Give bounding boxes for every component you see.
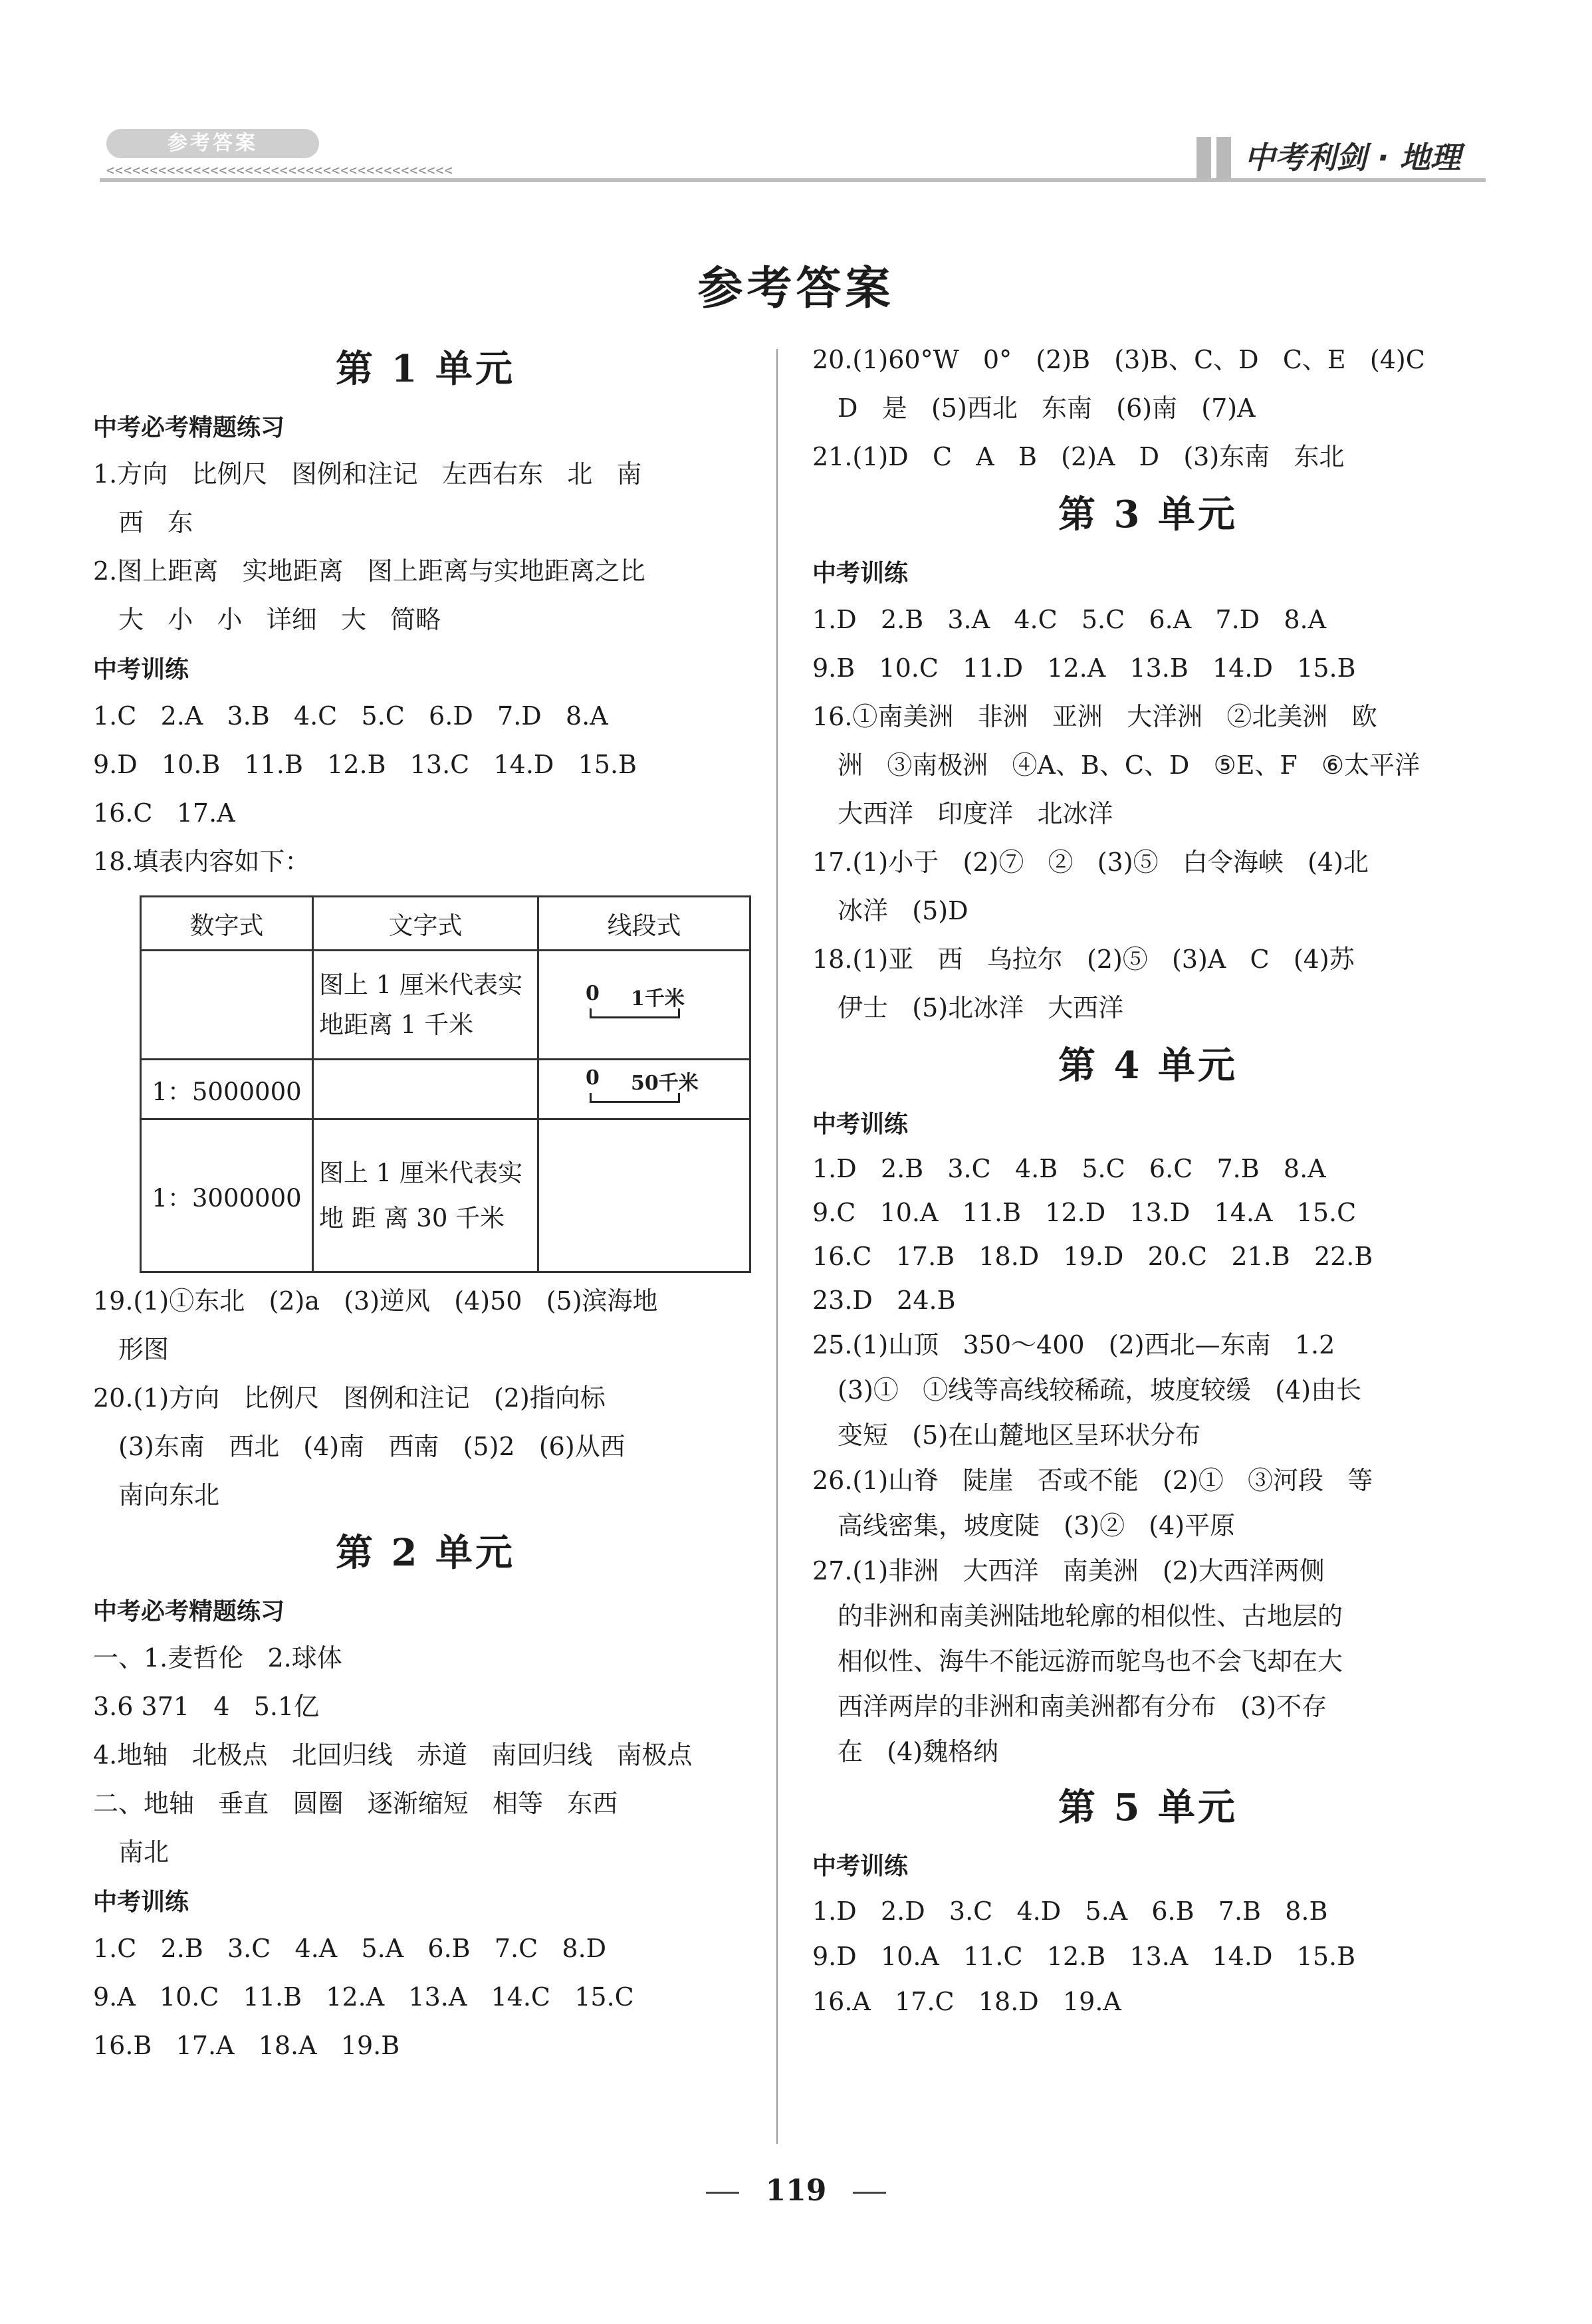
answer-line: 大西洋 印度洋 北冰洋 — [838, 799, 1113, 828]
answer-line: 16.C 17.A — [93, 798, 235, 828]
answer-line: 形图 — [118, 1335, 170, 1364]
answer-line: 23.D 24.B — [812, 1286, 956, 1315]
answer-line: 19.(1)①东北 (2)a (3)逆风 (4)50 (5)滨海地 — [93, 1286, 658, 1316]
answer-line: 9.D 10.A 11.C 12.B 13.A 14.D 15.B — [812, 1942, 1356, 1971]
table-cell — [538, 1119, 750, 1272]
section-heading: 中考训练 — [812, 1853, 909, 1880]
answer-line: D 是 (5)西北 东南 (6)南 (7)A — [838, 394, 1256, 423]
section-heading: 中考训练 — [93, 1889, 189, 1916]
answer-line: 的非洲和南美洲陆地轮廓的相似性、古地层的 — [838, 1601, 1343, 1631]
section-heading: 中考训练 — [812, 1111, 909, 1138]
answer-line: 相似性、海牛不能远游而鸵鸟也不会飞却在大 — [838, 1647, 1343, 1676]
scale-table — [140, 895, 751, 1273]
table-cell — [538, 951, 750, 1060]
scale-bar-50km: 0 50千米 — [578, 1066, 711, 1106]
answer-line: 3.6 371 4 5.1亿 — [93, 1692, 320, 1721]
section-heading: 中考训练 — [93, 656, 189, 683]
answer-line: 1.C 2.A 3.B 4.C 5.C 6.D 7.D 8.A — [93, 701, 608, 731]
answer-line: 16.B 17.A 18.A 19.B — [93, 2031, 400, 2060]
header-section-tab — [106, 129, 319, 158]
header-book-title: 中考利剑 · 地理 — [1244, 140, 1461, 175]
answer-line: 16.①南美洲 非洲 亚洲 大洋洲 ②北美洲 欧 — [812, 702, 1377, 731]
answer-line: 南向东北 — [118, 1480, 220, 1510]
answer-line: 一、1.麦哲伦 2.球体 — [93, 1643, 342, 1673]
answer-line: 9.B 10.C 11.D 12.A 13.B 14.D 15.B — [812, 653, 1356, 683]
page-number: 119 — [0, 2174, 1592, 2208]
answer-line: 4.地轴 北极点 北回归线 赤道 南回归线 南极点 — [93, 1740, 693, 1770]
answer-line: 冰洋 (5)D — [838, 896, 968, 925]
table-cell: 1：5000000 — [141, 1060, 313, 1119]
answer-line: 1.C 2.B 3.C 4.A 5.A 6.B 7.C 8.D — [93, 1934, 607, 1963]
table-cell: 1：3000000 — [141, 1119, 313, 1272]
answer-line: 2.图上距离 实地距离 图上距离与实地距离之比 — [93, 556, 645, 586]
answer-line: 大 小 小 详细 大 简略 — [118, 605, 441, 634]
table-header: 线段式 — [538, 897, 750, 951]
answer-line: 1.D 2.B 3.A 4.C 5.C 6.A 7.D 8.A — [812, 605, 1327, 634]
header-chevron-decoration: <<<<<<<<<<<<<<<<<<<<<<<<<<<<<<<<<<<<<<<< — [106, 162, 453, 178]
answer-line: 17.(1)小于 (2)⑦ ② (3)⑤ 白令海峡 (4)北 — [812, 848, 1369, 877]
answer-line: (3)① ①线等高线较稀疏，坡度较缓 (4)由长 — [838, 1375, 1362, 1405]
answer-line: 21.(1)D C A B (2)A D (3)东南 东北 — [812, 442, 1345, 471]
answer-line: 16.A 17.C 18.D 19.A — [812, 1987, 1121, 2016]
scale-bar-1km: 0 1千米 — [578, 982, 711, 1022]
answer-line: 1.D 2.B 3.C 4.B 5.C 6.C 7.B 8.A — [812, 1154, 1326, 1183]
answer-line: 洲 ③南极洲 ④A、B、C、D ⑤E、F ⑥太平洋 — [838, 751, 1421, 780]
answer-line: 高线密集，坡度陡 (3)② (4)平原 — [838, 1511, 1236, 1540]
answer-line: 18.填表内容如下： — [93, 847, 310, 876]
table-cell — [538, 1060, 750, 1119]
unit-2-heading: 第 2 单元 — [336, 1531, 515, 1575]
header-block-decoration — [1196, 137, 1211, 178]
table-header: 数字式 — [141, 897, 313, 951]
table-cell: 图上 1 厘米代表实 地 距 离 30 千米 — [313, 1119, 538, 1272]
answer-line: 27.(1)非洲 大西洋 南美洲 (2)大西洋两侧 — [812, 1556, 1325, 1585]
answer-line: 西洋两岸的非洲和南美洲都有分布 (3)不存 — [838, 1692, 1327, 1721]
unit-5-heading: 第 5 单元 — [1058, 1786, 1238, 1829]
table-cell — [141, 951, 313, 1060]
section-heading: 中考必考精题练习 — [93, 1598, 285, 1625]
unit-3-heading: 第 3 单元 — [1058, 493, 1238, 536]
answer-line: 在 (4)魏格纳 — [838, 1737, 999, 1766]
answer-line: 西 东 — [118, 508, 193, 537]
table-cell: 图上 1 厘米代表实地距离 1 千米 — [313, 951, 538, 1060]
header-tab-label: 参考答案 — [168, 132, 258, 155]
answer-line: 9.A 10.C 11.B 12.A 13.A 14.C 15.C — [93, 1982, 634, 2012]
answer-line: 1.D 2.D 3.C 4.D 5.A 6.B 7.B 8.B — [812, 1897, 1328, 1926]
header-rule — [100, 178, 1486, 182]
column-divider — [776, 349, 778, 2144]
header-block-decoration — [1216, 137, 1231, 178]
answer-line: 16.C 17.B 18.D 19.D 20.C 21.B 22.B — [812, 1242, 1373, 1271]
answer-line: 20.(1)方向 比例尺 图例和注记 (2)指向标 — [93, 1383, 606, 1413]
table-cell — [313, 1060, 538, 1119]
section-heading: 中考必考精题练习 — [93, 414, 285, 441]
unit-4-heading: 第 4 单元 — [1058, 1044, 1238, 1088]
answer-line: 变短 (5)在山麓地区呈环状分布 — [838, 1421, 1201, 1450]
answer-line: 伊士 (5)北冰洋 大西洋 — [838, 993, 1124, 1022]
answer-line: 二、地轴 垂直 圆圈 逐渐缩短 相等 东西 — [93, 1789, 618, 1818]
answer-line: (3)东南 西北 (4)南 西南 (5)2 (6)从西 — [118, 1432, 625, 1461]
table-header: 文字式 — [313, 897, 538, 951]
page-title: 参考答案 — [697, 262, 895, 315]
unit-1-heading: 第 1 单元 — [336, 347, 515, 391]
answer-line: 9.D 10.B 11.B 12.B 13.C 14.D 15.B — [93, 750, 637, 779]
answer-line: 25.(1)山顶 350～400 (2)西北—东南 1.2 — [812, 1330, 1335, 1359]
answer-line: 1.方向 比例尺 图例和注记 左西右东 北 南 — [93, 459, 642, 489]
right-column — [812, 336, 1484, 2024]
answer-line: 9.C 10.A 11.B 12.D 13.D 14.A 15.C — [812, 1198, 1357, 1227]
answer-line: 26.(1)山脊 陡崖 否或不能 (2)① ③河段 等 — [812, 1466, 1373, 1495]
left-column — [93, 336, 758, 2070]
answer-line: 20.(1)60°W 0° (2)B (3)B、C、D C、E (4)C — [812, 345, 1425, 374]
section-heading: 中考训练 — [812, 560, 909, 587]
answer-line: 南北 — [118, 1837, 170, 1867]
answer-line: 18.(1)亚 西 乌拉尔 (2)⑤ (3)A C (4)苏 — [812, 945, 1355, 974]
